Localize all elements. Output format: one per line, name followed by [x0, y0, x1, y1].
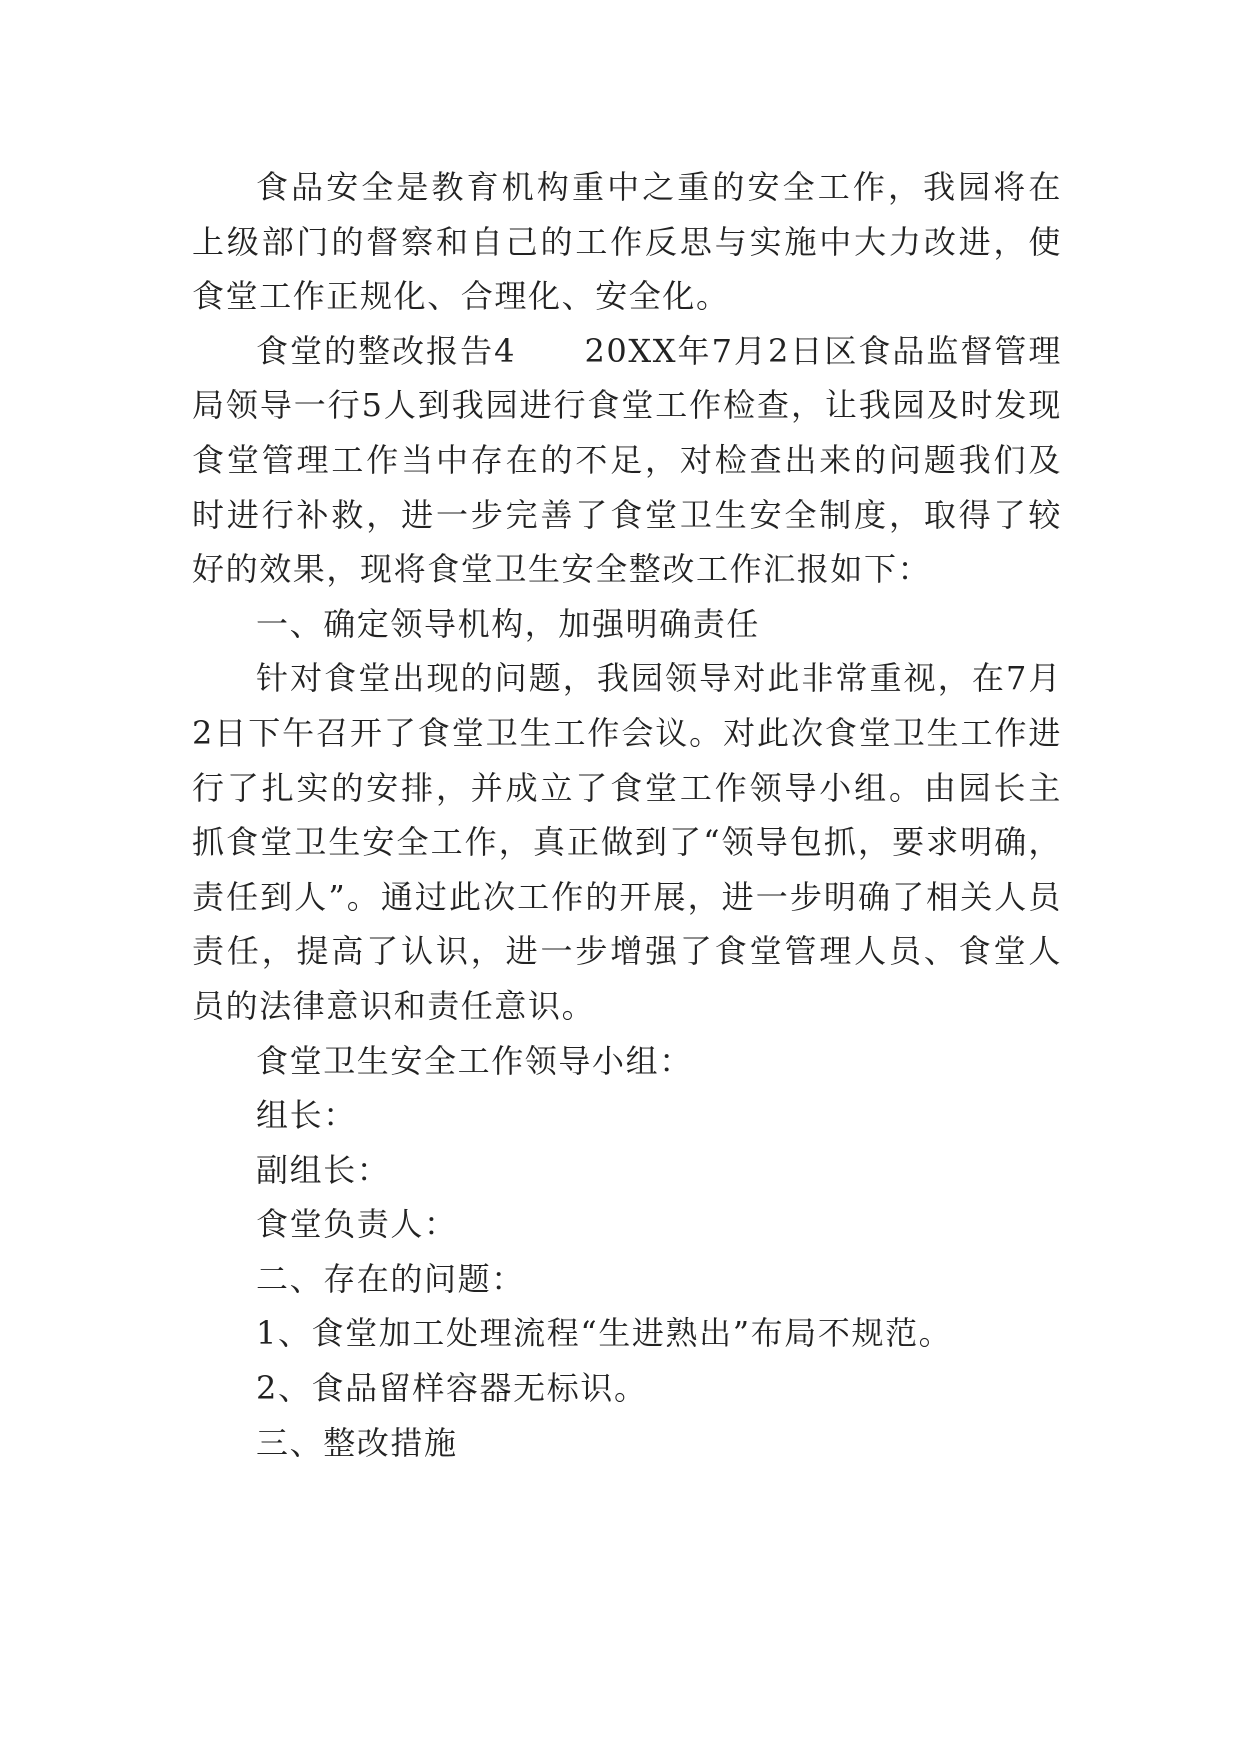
- document-body: [192, 160, 1062, 1470]
- paragraph-food-safety-intro: 食品安全是教育机构重中之重的安全工作，我园将在上级部门的督察和自己的工作反思与实施中大力改进，使食堂工作正规化、合理化、安全化。: [192, 168, 1062, 316]
- label-group-leader: 组长：: [256, 1096, 357, 1135]
- section-heading-leadership: 一、确定领导机构，加强明确责任: [256, 604, 761, 643]
- label-canteen-manager: 食堂负责人：: [256, 1205, 458, 1244]
- paragraph-leadership-detail: 针对食堂出现的问题，我园领导对此非常重视，在7月2日下午召开了食堂卫生工作会议。对此次食堂卫生工作进行了扎实的安排，并成立了食堂工作领导小组。由园长主抓食堂卫生安全工作，真正做到了“领导包抓，要求明确，责任到人”。通过此次工作的开展，进一步明确了相关人员责任，提高了认识，进一步增强了食堂管理人员、食堂人员的法律意识和责任意识。: [192, 659, 1062, 1025]
- label-leadership-group: 食堂卫生安全工作领导小组：: [256, 1041, 693, 1080]
- problem-item-2: 2、食品留样容器无标识。: [256, 1369, 648, 1408]
- problem-item-1: 1、食堂加工处理流程“生进熟出”布局不规范。: [256, 1314, 953, 1353]
- section-heading-measures: 三、整改措施: [256, 1423, 458, 1462]
- label-deputy-leader: 副组长：: [256, 1150, 391, 1189]
- section-heading-problems: 二、存在的问题：: [256, 1259, 525, 1298]
- paragraph-report-intro: 食堂的整改报告4 20XX年7月2日区食品监督管理局领导一行5人到我园进行食堂工作检查，让我园及时发现食堂管理工作当中存在的不足，对检查出来的问题我们及时进行补救，进一步完善了食堂卫生安全制度，取得了较好的效果，现将食堂卫生安全整改工作汇报如下：: [192, 331, 1062, 589]
